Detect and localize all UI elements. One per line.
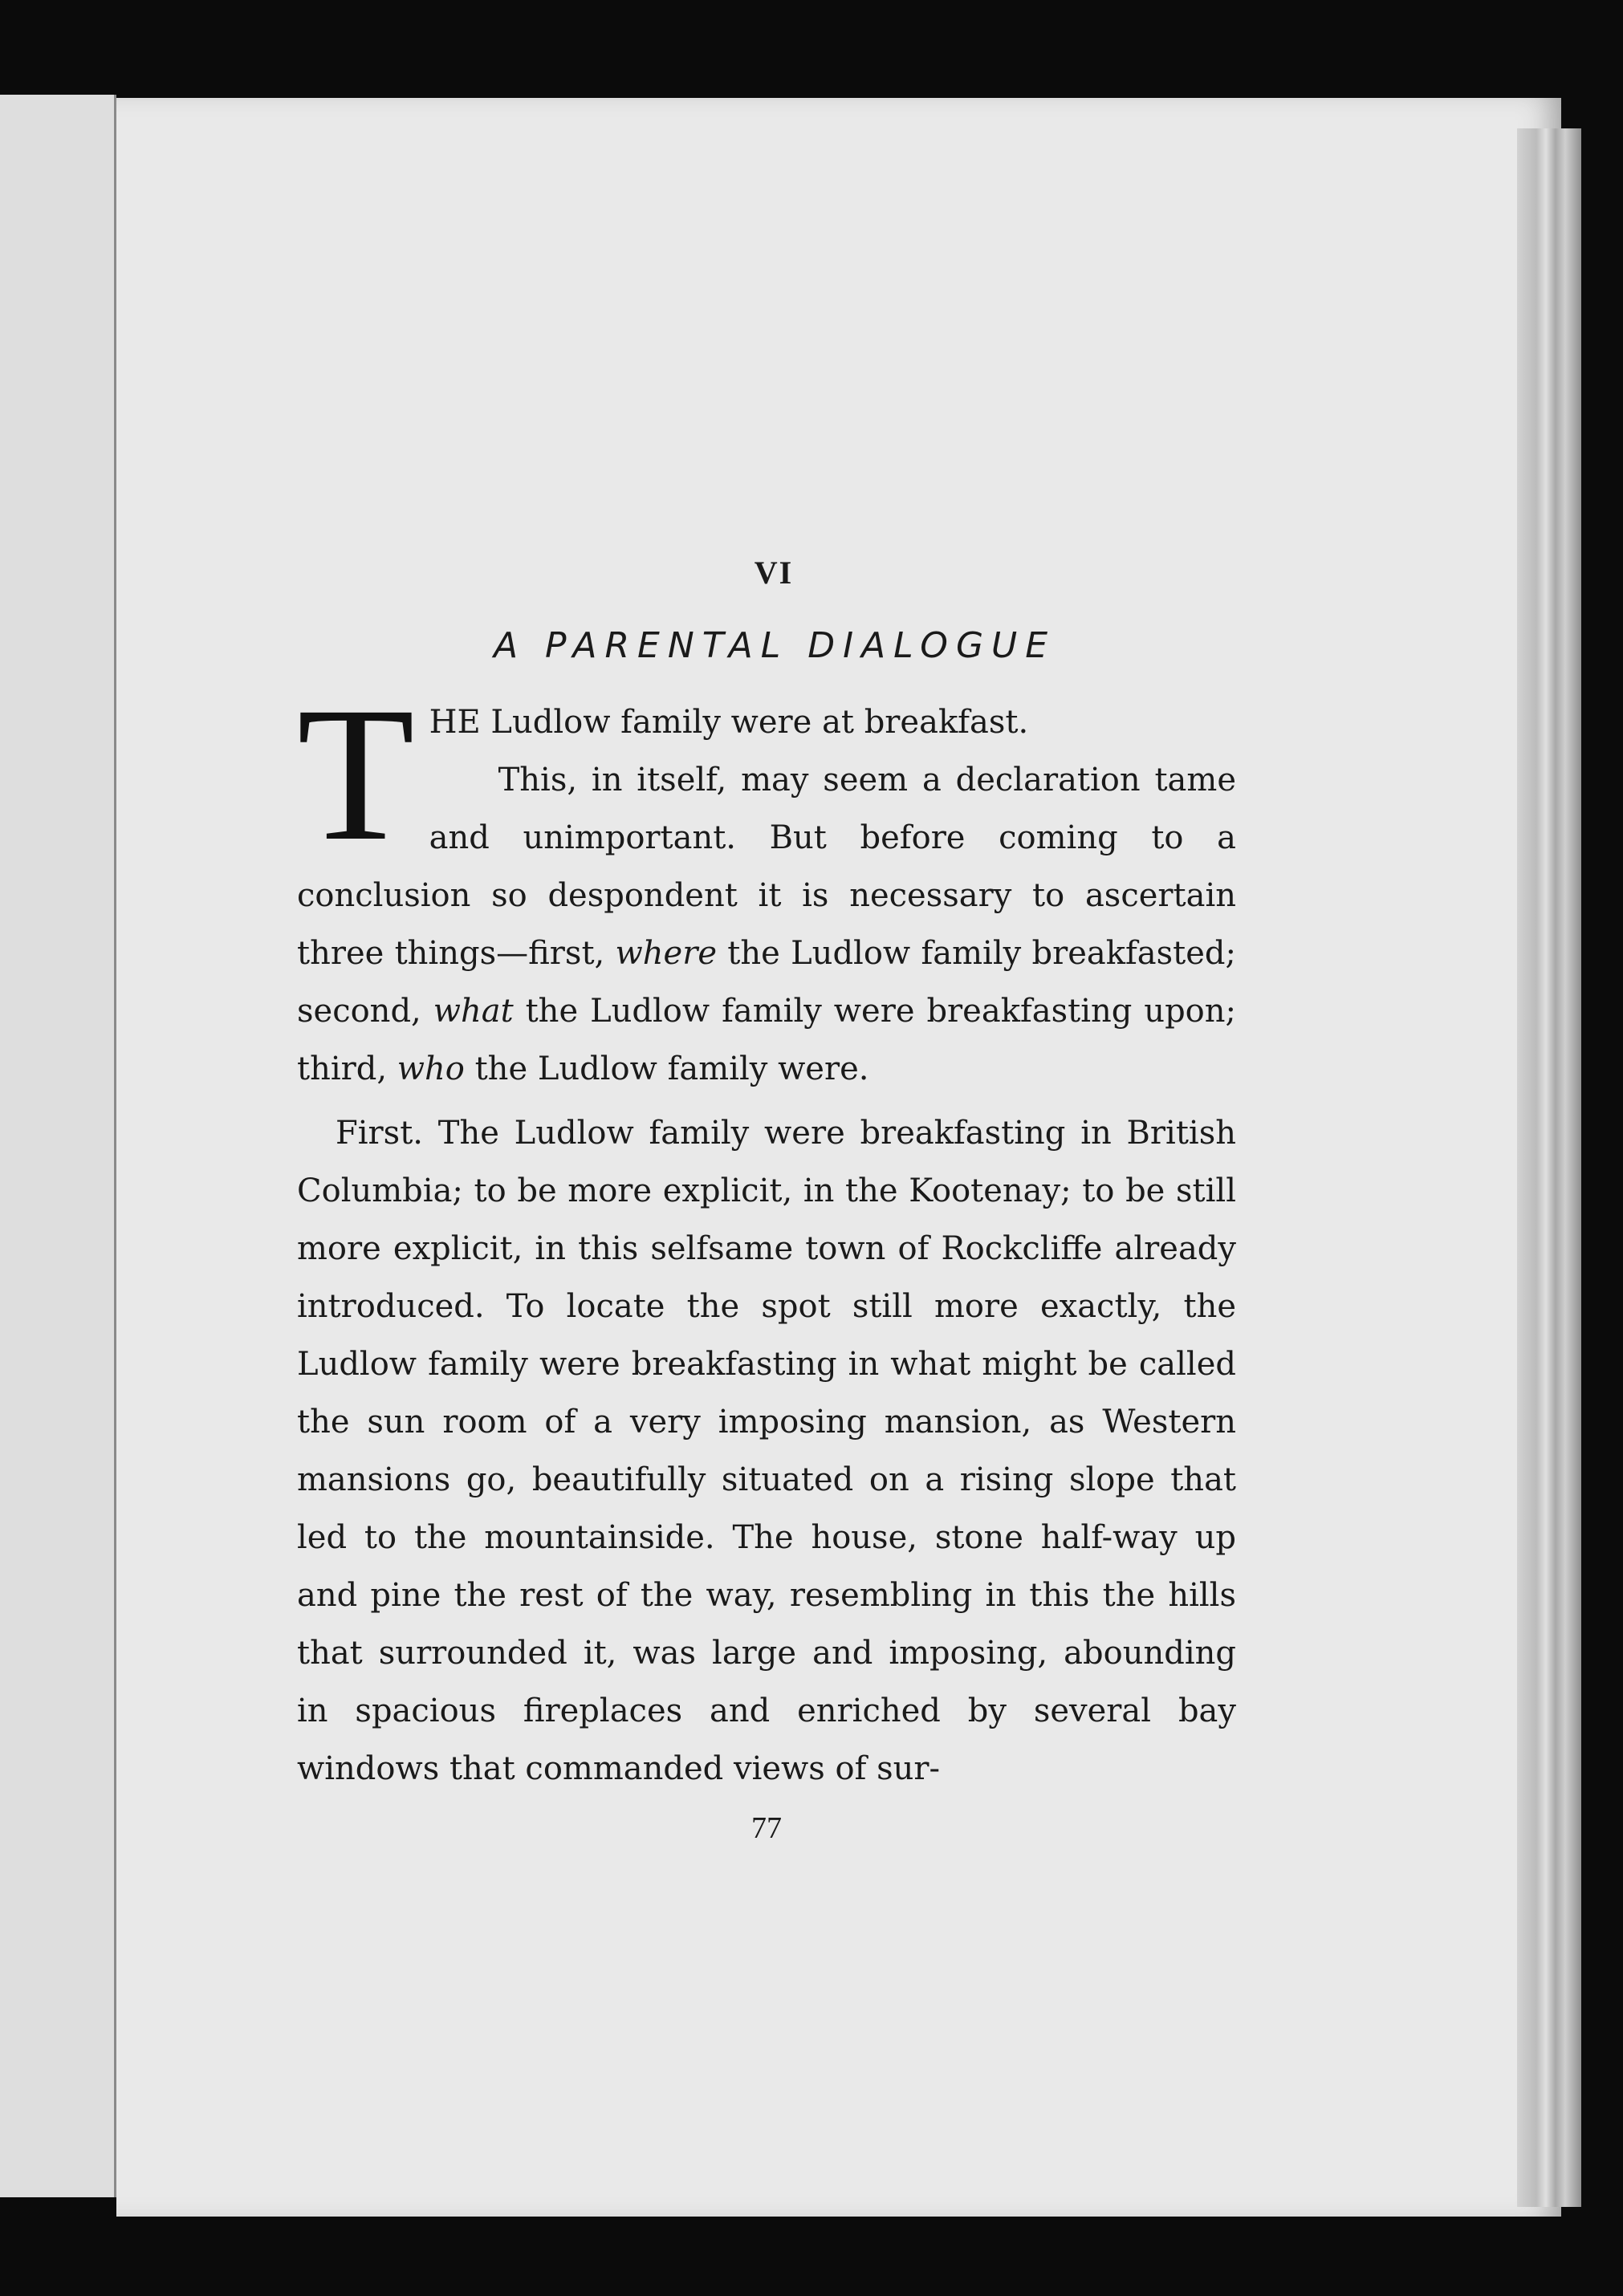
- opening-text-segment: the Ludlow family were.: [464, 1050, 869, 1087]
- page-text-block: [297, 554, 1236, 1846]
- emphasis-where: where: [615, 935, 718, 972]
- chapter-title: A PARENTAL DIALOGUE: [493, 625, 1056, 666]
- opening-sentence: HE Ludlow family were at breakfast.: [429, 704, 1029, 741]
- body-paragraph: First. The Ludlow family were breakfasting in British Columbia; to be more explicit, in the Kootenay; to be still more explicit, in this selfsame town of Rockcliffe already introduced. To locate the spot still more exactly, the Ludlow family were breakfasting in what might be called the sun room of a very imposing mansion, as Western mansions go, beautifully situated on a rising slope that led to the mountainside. The house, stone half-way up and pine the rest of the way, resembling in this the hills that surrounded it, was large and imposing, abounding in spacious fireplaces and enriched by several bay windows that commanded views of sur-: [297, 1115, 1236, 1787]
- chapter-number: VI: [754, 555, 794, 591]
- emphasis-what: what: [433, 993, 514, 1030]
- facing-page-edge: [0, 95, 116, 2197]
- opening-text-segment: This, in itself, may seem a declaration tame and unimportant. But before coming to a conclusion so despondent it is necessary to ascertain three things—first,: [297, 762, 1236, 972]
- opening-text-segment: the Ludlow family breakfasted; second,: [297, 935, 1237, 1030]
- page-stack-edge: [1517, 128, 1581, 2207]
- opening-paragraph-body: [297, 751, 1236, 1098]
- opening-paragraph: [297, 667, 1237, 1098]
- emphasis-who: who: [397, 1050, 465, 1087]
- drop-cap: T: [297, 667, 415, 880]
- page-number: 77: [751, 1811, 782, 1845]
- opening-text-segment: the Ludlow family were breakfasting upon; third,: [297, 993, 1236, 1087]
